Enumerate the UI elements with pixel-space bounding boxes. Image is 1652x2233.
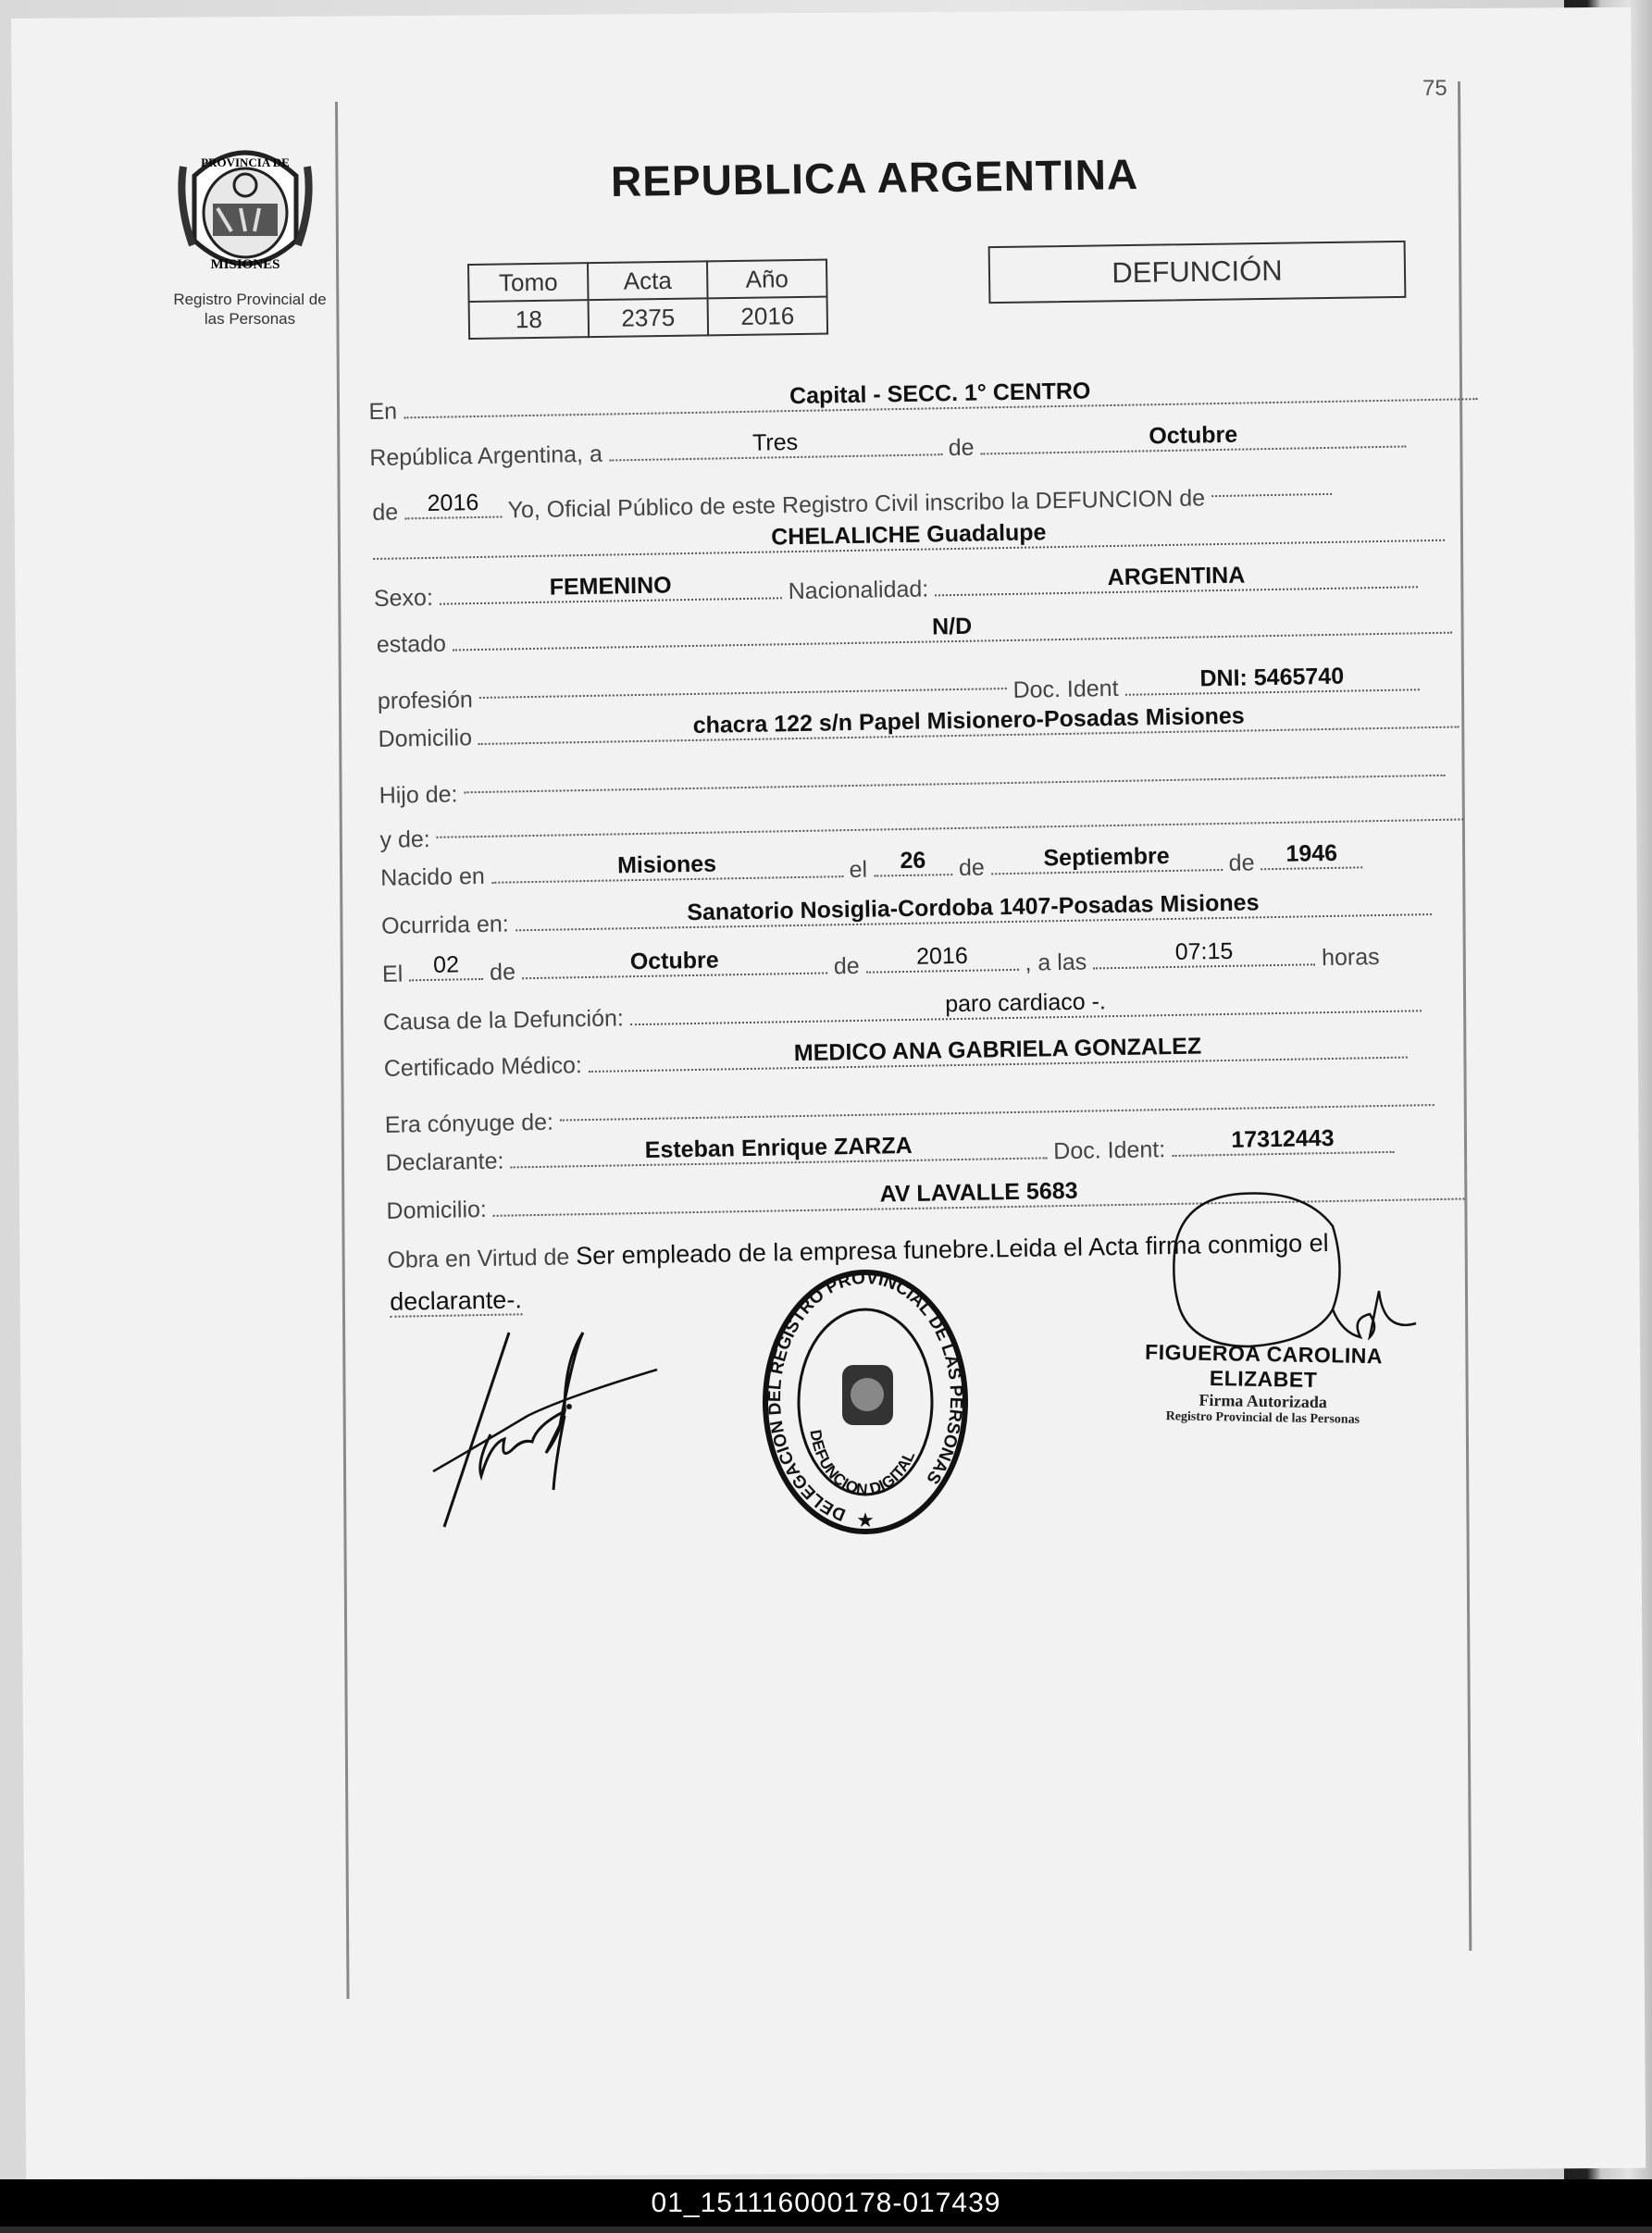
conyuge-label: Era cónyuge de: — [384, 1109, 554, 1138]
doc-ident2-field: 17312443 — [1172, 1123, 1395, 1157]
obra-label: Obra en Virtud de — [387, 1244, 570, 1273]
declarante-label: Declarante: — [385, 1148, 504, 1176]
tomo-value: 18 — [469, 300, 590, 339]
registry-label-line1: Registro Provincial de — [173, 291, 327, 308]
domicilio-field: chacra 122 s/n Papel Misionero-Posadas Misiones — [478, 699, 1459, 745]
profesion-label: profesión — [377, 687, 473, 714]
month-field: Octubre — [980, 417, 1406, 454]
death-de2-label: de — [833, 952, 860, 980]
stamp-ring-text: DELEGACION DEL REGISTRO PROVINCIAL DE LAS PERSONAS — [764, 1268, 966, 1525]
document-title: REPUBLICA ARGENTINA — [610, 150, 1139, 205]
birth-year-field: 1946 — [1261, 838, 1363, 870]
causa-label: Causa de la Defunción: — [382, 1005, 625, 1036]
row-obra-2 — [390, 1285, 522, 1316]
el2-label: El — [381, 961, 404, 987]
record-type-box: DEFUNCIÓN — [988, 241, 1407, 304]
svg-text:★: ★ — [856, 1508, 875, 1532]
intro-text: Yo, Oficial Público de este Registro Civil inscribo la DEFUNCION de — [507, 485, 1206, 524]
obra-value-line1: Ser empleado de la empresa funebre.Leida el Acta firma conmigo el — [575, 1229, 1329, 1271]
row-certificado — [383, 1033, 1408, 1085]
a-las-label: , a las — [1025, 949, 1087, 976]
page-number: 75 — [1422, 76, 1447, 101]
nacionalidad-label: Nacionalidad: — [788, 576, 929, 605]
document-code-footer: 01_151116000178-017439 — [0, 2179, 1652, 2227]
birthplace-field: Misiones — [491, 848, 843, 884]
domicilio2-label: Domicilio: — [386, 1196, 488, 1224]
authority-signature — [1148, 1189, 1425, 1356]
authority-title: Firma Autorizada — [1199, 1390, 1328, 1412]
sexo-label: Sexo: — [373, 584, 434, 612]
causa-field: paro cardiaco -. — [629, 982, 1421, 1025]
doc-ident2-label: Doc. Ident: — [1053, 1136, 1166, 1165]
tomo-header: Tomo — [468, 263, 589, 302]
certificado-field: MEDICO ANA GABRIELA GONZALEZ — [588, 1029, 1407, 1073]
nacido-label: Nacido en — [379, 862, 486, 891]
acta-value: 2375 — [589, 298, 709, 337]
birth-month-field: Septiembre — [990, 841, 1223, 875]
ocurrida-field: Sanatorio Nosiglia-Cordoba 1407-Posadas Misiones — [515, 886, 1431, 931]
birth-de2-label: de — [1228, 850, 1255, 876]
row-death-date — [381, 937, 1380, 990]
estado-label: estado — [376, 630, 447, 658]
day-field: Tres — [608, 426, 942, 461]
row-estado — [377, 613, 1452, 661]
authority-block — [1105, 1339, 1422, 1429]
de-label: de — [948, 434, 975, 462]
horas-label: horas — [1321, 944, 1380, 972]
death-month-field: Octubre — [522, 944, 828, 979]
birth-de-label: de — [958, 854, 986, 881]
obra-value-line2: declarante-. — [389, 1285, 523, 1316]
doc-ident-field: DNI: 5465740 — [1124, 661, 1420, 696]
el-label: el — [849, 856, 868, 884]
svg-text:DEFUNCION DIGITAL — [806, 1429, 918, 1499]
en-label: En — [368, 398, 398, 426]
stamp-inner-text: DEFUNCION DIGITAL — [806, 1428, 919, 1499]
row-domicilio — [378, 702, 1459, 755]
conyuge-field — [559, 1076, 1434, 1121]
row-declarante — [385, 1124, 1394, 1179]
anio-header: Año — [707, 260, 827, 299]
intro-blank — [1211, 465, 1332, 497]
acta-header: Acta — [588, 261, 708, 300]
registry-label-line2: las Personas — [204, 310, 296, 328]
domicilio-label: Domicilio — [378, 725, 473, 752]
place-field: Capital - SECC. 1° CENTRO — [404, 370, 1477, 418]
death-time-field: 07:15 — [1093, 936, 1316, 969]
sexo-field: FEMENINO — [439, 569, 782, 604]
birth-day-field: 26 — [874, 846, 953, 876]
certificado-label: Certificado Médico: — [383, 1052, 583, 1082]
authority-office: Registro Provincial de las Personas — [1165, 1409, 1360, 1427]
ocurrida-label: Ocurrida en: — [380, 911, 509, 939]
row-ocurrida — [380, 889, 1432, 942]
anio-value: 2016 — [708, 297, 828, 336]
profesion-field — [478, 660, 1006, 699]
hijo-label: Hijo de: — [379, 781, 458, 809]
death-de-label: de — [489, 959, 516, 986]
declarant-signature — [426, 1323, 666, 1536]
death-day-field: 02 — [409, 950, 484, 981]
official-stamp — [754, 1263, 976, 1541]
y-de-label: y de: — [379, 825, 430, 853]
year-field: 2016 — [404, 489, 503, 520]
republica-label: República Argentina, a — [369, 440, 603, 472]
seal-text-bottom: MISIONES — [210, 257, 280, 272]
authority-name: FIGUEROA CAROLINA ELIZABET — [1144, 1339, 1384, 1393]
domicilio2-field: AV LAVALLE 5683 — [492, 1170, 1464, 1216]
nacionalidad-field: ARGENTINA — [935, 558, 1418, 596]
declarante-field: Esteban Enrique ZARZA — [510, 1129, 1047, 1168]
doc-ident-label: Doc. Ident — [1012, 675, 1119, 703]
hijo-field — [464, 747, 1445, 793]
seal-text-top: PROVINCIA DE — [201, 155, 290, 169]
death-year-field: 2016 — [865, 941, 1019, 974]
year-prefix-label: de — [372, 499, 399, 526]
estado-field: N/D — [452, 604, 1451, 651]
deceased-name-field: CHELALICHE Guadalupe — [373, 512, 1445, 560]
